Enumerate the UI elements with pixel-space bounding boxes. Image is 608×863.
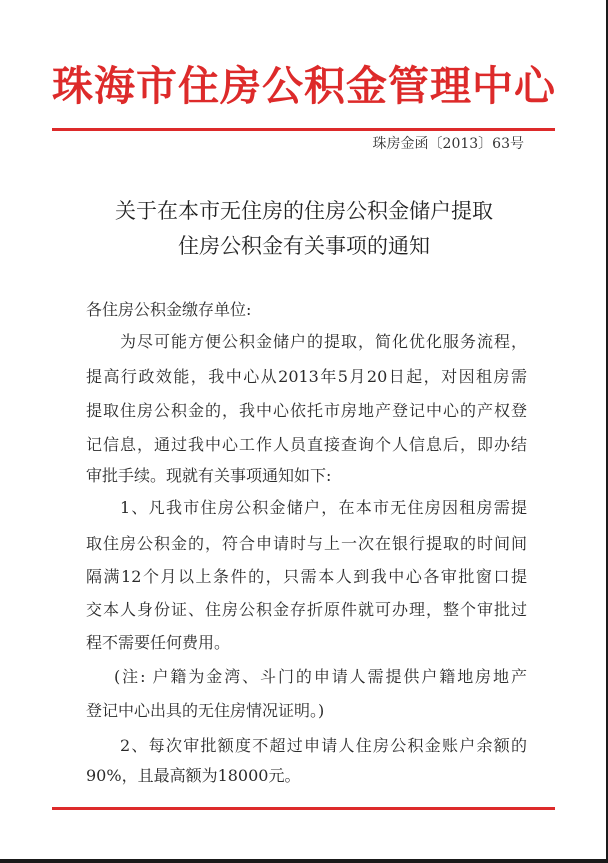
body-line: 提取住房公积金的，我中心依托市房地产登记中心的产权登 (86, 401, 527, 420)
body-line: 交本人身份证、住房公积金存折原件就可办理，整个审批过 (86, 600, 527, 619)
agency-name: 珠海市住房公积金管理中心 (52, 62, 556, 110)
body-line: 提高行政效能，我中心从2013年5月20日起，对因租房需 (86, 367, 527, 386)
body-line: 2、每次审批额度不超过申请人住房公积金账户余额的 (120, 736, 527, 755)
footer-red-rule (52, 807, 555, 810)
header-red-rule (52, 128, 555, 131)
body-line: 90%，且最高额为18000元。 (86, 766, 301, 785)
body-line: 程不需要任何费用。 (86, 633, 231, 652)
body-line: 审批手续。现就有关事项通知如下: (86, 466, 332, 485)
body-line: 1、凡我市住房公积金储户，在本市无住房因租房需提 (120, 498, 527, 517)
body-line: 为尽可能方便公积金储户的提取，简化优化服务流程， (120, 332, 527, 351)
body-line: 记信息，通过我中心工作人员直接查询个人信息后，即办结 (86, 435, 527, 454)
salutation: 各住房公积金缴存单位: (86, 300, 252, 319)
body-line: (注: 户籍为金湾、斗门的申请人需提供户籍地房地产 (114, 667, 527, 686)
notice-title-line-2: 住房公积金有关事项的通知 (178, 234, 430, 258)
document-number: 珠房金函〔2013〕63号 (372, 136, 524, 152)
notice-title-line-1: 关于在本市无住房的住房公积金储户提取 (115, 199, 493, 223)
body-line: 取住房公积金的，符合申请时与上一次在银行提取的时间间 (86, 534, 527, 553)
body-line: 隔满12个月以上条件的，只需本人到我中心各审批窗口提 (86, 567, 527, 586)
body-line: 登记中心出具的无住房情况证明。) (86, 701, 325, 720)
